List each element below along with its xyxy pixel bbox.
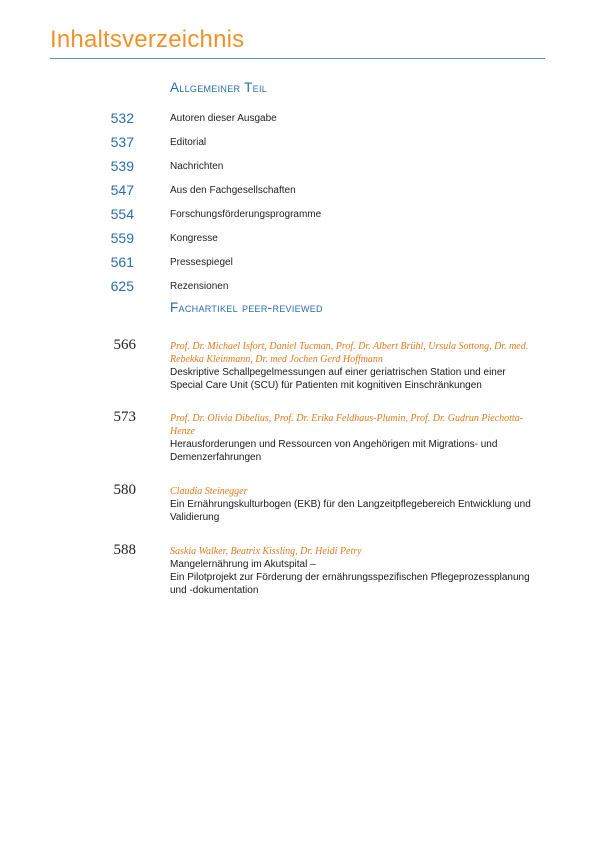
toc-page-number: 559: [110, 230, 134, 246]
article-page-number: 566: [113, 337, 136, 353]
article-title: Mangelernährung im Akutspital – Ein Pilotprojekt zur Förderung der ernährungsspezifischen Pflegeprozessplanung und -dokumentation: [170, 559, 530, 596]
article-authors: Saskia Walker, Beatrix Kissling, Dr. Heidi Petry: [170, 546, 362, 557]
page-title: Inhaltsverzeichnis: [50, 26, 245, 53]
toc-entry[interactable]: [0, 110, 595, 132]
toc-entry-label: Rezensionen: [170, 281, 229, 292]
toc-entry-label: Kongresse: [170, 233, 218, 244]
article-authors: Prof. Dr. Michael Isfort, Daniel Tucman, Prof. Dr. Albert Brühl, Ursula Sottong, Dr. med. Rebekka Kleinmann, Dr. med Jochen Gerd Hoffmann: [170, 341, 529, 365]
toc-entry[interactable]: [0, 206, 595, 228]
toc-page-number: 539: [110, 158, 134, 174]
toc-page-number: 532: [110, 110, 134, 126]
toc-page-number: 547: [110, 182, 134, 198]
title-divider: [50, 58, 545, 59]
toc-page-number: 625: [110, 278, 134, 294]
toc-entry[interactable]: [0, 158, 595, 180]
toc-entry[interactable]: [0, 134, 595, 156]
section-heading-peer-reviewed: Fachartikel peer-reviewed: [170, 300, 323, 315]
toc-entry-label: Nachrichten: [170, 161, 224, 172]
article-title: Herausforderungen und Ressourcen von Angehörigen mit Migrations- und Demenzerfahrungen: [170, 439, 498, 463]
article-title: Ein Ernährungskulturbogen (EKB) für den Langzeitpflegebereich Entwicklung und Validierung: [170, 499, 531, 523]
toc-entry[interactable]: [0, 254, 595, 276]
toc-entry-label: Autoren dieser Ausgabe: [170, 113, 277, 124]
article-page-number: 573: [113, 409, 136, 425]
toc-entry-label: Editorial: [170, 137, 207, 148]
article-page-number: 588: [113, 542, 136, 558]
toc-entry-label: Aus den Fachgesellschaften: [170, 185, 296, 196]
article-page-number: 580: [113, 482, 136, 498]
toc-entry[interactable]: [0, 230, 595, 252]
toc-page-number: 537: [110, 134, 134, 150]
toc-entry[interactable]: [0, 182, 595, 204]
toc-entry-label: Pressespiegel: [170, 257, 233, 268]
toc-entry[interactable]: [0, 278, 595, 300]
section-heading-general: Allgemeiner Teil: [170, 80, 268, 95]
article-authors: Prof. Dr. Olivia Dibelius, Prof. Dr. Erika Feldhaus-Plumin, Prof. Dr. Gudrun Piechotta-Henze: [170, 413, 524, 437]
article-title: Deskriptive Schallpegelmessungen auf einer geriatrischen Station und einer Special Care Unit (SCU) für Patienten mit kognitiven Einschränkungen: [170, 367, 506, 391]
toc-page-number: 561: [110, 254, 134, 270]
toc-entry-label: Forschungsförderungsprogramme: [170, 209, 322, 220]
article-authors: Claudia Steinegger: [170, 486, 248, 497]
toc-page-number: 554: [110, 206, 134, 222]
